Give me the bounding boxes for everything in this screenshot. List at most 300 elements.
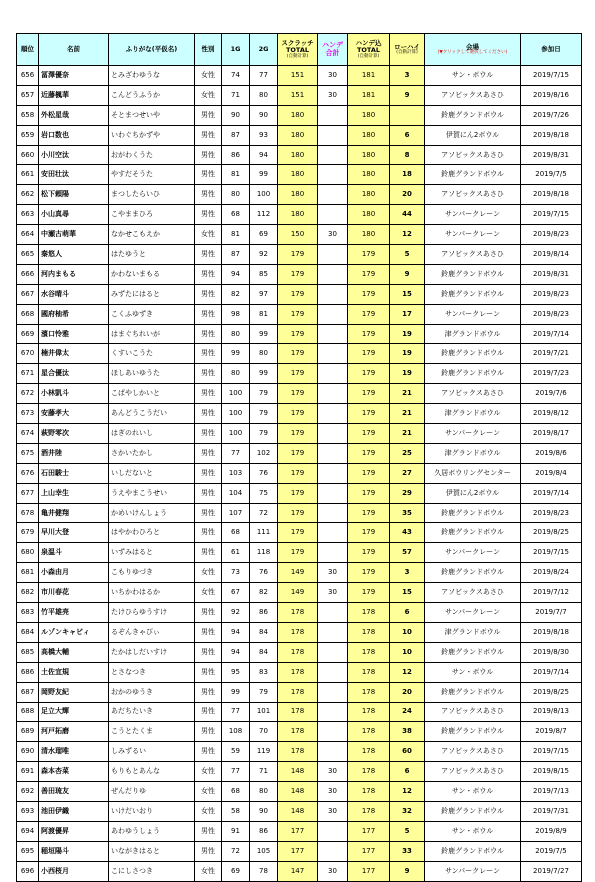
- handicap-total-cell: 179: [348, 304, 390, 324]
- gender-cell: 男性: [195, 622, 222, 642]
- scratch-total-cell: 148: [278, 801, 318, 821]
- furigana-cell: たかはしだいすけ: [109, 642, 195, 662]
- venue-select[interactable]: サンパークレーン: [425, 543, 521, 563]
- name-cell: 足立大輝: [39, 702, 109, 722]
- rank-cell: 678: [17, 503, 39, 523]
- gender-cell: 男性: [195, 384, 222, 404]
- lowhigh-cell: 21: [390, 404, 425, 424]
- handicap-cell: [318, 682, 348, 702]
- game2-cell: 102: [250, 443, 278, 463]
- handicap-cell: [318, 523, 348, 543]
- handicap-cell: [318, 185, 348, 205]
- table-row: [17, 145, 582, 165]
- table-row: [17, 722, 582, 742]
- table-row: [17, 662, 582, 682]
- name-cell: 小林凱斗: [39, 384, 109, 404]
- name-cell: 小山真尋: [39, 205, 109, 225]
- gender-cell: 男性: [195, 722, 222, 742]
- venue-select[interactable]: サンパークレーン: [425, 225, 521, 245]
- venue-select[interactable]: アソビックスあさひ: [425, 185, 521, 205]
- game2-cell: 75: [250, 483, 278, 503]
- table-row: [17, 284, 582, 304]
- game1-cell: 108: [222, 722, 250, 742]
- table-row: [17, 245, 582, 265]
- handicap-total-cell: 179: [348, 284, 390, 304]
- header-game2: 2G: [250, 34, 278, 66]
- rank-cell: 691: [17, 762, 39, 782]
- header-game1: 1G: [222, 34, 250, 66]
- lowhigh-cell: [390, 105, 425, 125]
- rank-cell: 682: [17, 583, 39, 603]
- gender-cell: 女性: [195, 762, 222, 782]
- rank-cell: 684: [17, 622, 39, 642]
- header-scratch-total: スクラッチ TOTAL (自動計算): [278, 34, 318, 66]
- lowhigh-cell: 32: [390, 801, 425, 821]
- handicap-total-cell: 178: [348, 762, 390, 782]
- game2-cell: 76: [250, 563, 278, 583]
- scratch-total-cell: 180: [278, 125, 318, 145]
- venue-select[interactable]: サンパークレーン: [425, 424, 521, 444]
- name-cell: ルゾンキャビィ: [39, 622, 109, 642]
- header-rank: 順位: [17, 34, 39, 66]
- game1-cell: 68: [222, 523, 250, 543]
- furigana-cell: なかせこもえか: [109, 225, 195, 245]
- gender-cell: 男性: [195, 702, 222, 722]
- table-row: [17, 543, 582, 563]
- handicap-cell: [318, 424, 348, 444]
- scratch-total-cell: 180: [278, 145, 318, 165]
- table-row: [17, 404, 582, 424]
- lowhigh-cell: 9: [390, 85, 425, 105]
- gender-cell: 男性: [195, 443, 222, 463]
- venue-select[interactable]: サンパークレーン: [425, 205, 521, 225]
- table-row: [17, 105, 582, 125]
- furigana-cell: あわゆうしょう: [109, 821, 195, 841]
- table-row: [17, 821, 582, 841]
- scratch-total-cell: 179: [278, 483, 318, 503]
- furigana-cell: ぜんだりゆ: [109, 782, 195, 802]
- date-cell: 2019/8/4: [521, 463, 582, 483]
- name-cell: 上山幸生: [39, 483, 109, 503]
- venue-select[interactable]: 鈴鹿グランドボウル: [425, 682, 521, 702]
- date-cell: 2019/7/15: [521, 543, 582, 563]
- game1-cell: 107: [222, 503, 250, 523]
- table-row: [17, 702, 582, 722]
- venue-select[interactable]: 鈴鹿グランドボウル: [425, 841, 521, 861]
- venue-select[interactable]: アソビックスあさひ: [425, 762, 521, 782]
- date-cell: 2019/7/13: [521, 782, 582, 802]
- gender-cell: 女性: [195, 225, 222, 245]
- rank-cell: 671: [17, 364, 39, 384]
- handicap-total-cell: 179: [348, 583, 390, 603]
- venue-select[interactable]: 伊賀にん2ボウル: [425, 483, 521, 503]
- lowhigh-cell: 17: [390, 304, 425, 324]
- table-row: [17, 66, 582, 86]
- name-cell: 石田駿士: [39, 463, 109, 483]
- rank-cell: 661: [17, 165, 39, 185]
- furigana-cell: はぎのれいし: [109, 424, 195, 444]
- game1-cell: 90: [222, 105, 250, 125]
- name-cell: 近藤楓華: [39, 85, 109, 105]
- game2-cell: 94: [250, 145, 278, 165]
- rank-cell: 677: [17, 483, 39, 503]
- scratch-total-cell: 178: [278, 742, 318, 762]
- game2-cell: 79: [250, 404, 278, 424]
- handicap-total-cell: 180: [348, 125, 390, 145]
- gender-cell: 男性: [195, 463, 222, 483]
- handicap-total-cell: 179: [348, 503, 390, 523]
- handicap-cell: 30: [318, 801, 348, 821]
- lowhigh-cell: 15: [390, 284, 425, 304]
- handicap-total-cell: 180: [348, 165, 390, 185]
- game2-cell: 80: [250, 782, 278, 802]
- handicap-cell: [318, 443, 348, 463]
- rank-cell: 683: [17, 603, 39, 623]
- name-cell: 水谷晴斗: [39, 284, 109, 304]
- venue-select[interactable]: 伊賀にん2ボウル: [425, 125, 521, 145]
- gender-cell: 男性: [195, 205, 222, 225]
- gender-cell: 男性: [195, 264, 222, 284]
- gender-cell: 男性: [195, 185, 222, 205]
- scratch-total-cell: 177: [278, 821, 318, 841]
- date-cell: 2019/8/13: [521, 702, 582, 722]
- venue-select[interactable]: 久居ボウリングセンター: [425, 463, 521, 483]
- date-cell: 2019/7/15: [521, 205, 582, 225]
- game2-cell: 85: [250, 264, 278, 284]
- venue-select[interactable]: 鈴鹿グランドボウル: [425, 642, 521, 662]
- venue-select[interactable]: 鈴鹿グランドボウル: [425, 284, 521, 304]
- handicap-cell: 30: [318, 225, 348, 245]
- scratch-total-cell: 177: [278, 841, 318, 861]
- furigana-cell: こくふゆずき: [109, 304, 195, 324]
- date-cell: 2019/7/14: [521, 483, 582, 503]
- gender-cell: 男性: [195, 424, 222, 444]
- venue-select[interactable]: 津グランドボウル: [425, 324, 521, 344]
- rank-cell: 660: [17, 145, 39, 165]
- venue-select[interactable]: サン・ボウル: [425, 821, 521, 841]
- date-cell: 2019/7/26: [521, 105, 582, 125]
- rank-cell: 672: [17, 384, 39, 404]
- handicap-total-cell: 179: [348, 424, 390, 444]
- name-cell: 阿渡優昇: [39, 821, 109, 841]
- scratch-total-cell: 148: [278, 762, 318, 782]
- venue-select[interactable]: サンパークレーン: [425, 304, 521, 324]
- rank-cell: 663: [17, 205, 39, 225]
- rank-cell: 694: [17, 821, 39, 841]
- handicap-cell: [318, 742, 348, 762]
- gender-cell: 男性: [195, 145, 222, 165]
- table-body: [17, 66, 582, 882]
- venue-select[interactable]: 鈴鹿グランドボウル: [425, 523, 521, 543]
- lowhigh-cell: 10: [390, 642, 425, 662]
- handicap-total-cell: 178: [348, 702, 390, 722]
- handicap-cell: [318, 364, 348, 384]
- handicap-cell: [318, 324, 348, 344]
- venue-select[interactable]: 鈴鹿グランドボウル: [425, 264, 521, 284]
- date-cell: 2019/8/14: [521, 245, 582, 265]
- handicap-cell: [318, 642, 348, 662]
- rank-cell: 685: [17, 642, 39, 662]
- rank-cell: 673: [17, 404, 39, 424]
- handicap-cell: [318, 821, 348, 841]
- venue-select[interactable]: 鈴鹿グランドボウル: [425, 364, 521, 384]
- game2-cell: 81: [250, 304, 278, 324]
- scratch-total-cell: 179: [278, 304, 318, 324]
- table-row: [17, 384, 582, 404]
- game2-cell: 99: [250, 165, 278, 185]
- table-row: [17, 682, 582, 702]
- gender-cell: 男性: [195, 344, 222, 364]
- game1-cell: 99: [222, 682, 250, 702]
- lowhigh-cell: 27: [390, 463, 425, 483]
- table-row: [17, 801, 582, 821]
- date-cell: 2019/8/31: [521, 264, 582, 284]
- rank-cell: 679: [17, 523, 39, 543]
- date-cell: 2019/8/18: [521, 622, 582, 642]
- venue-select[interactable]: サン・ボウル: [425, 662, 521, 682]
- game1-cell: 99: [222, 344, 250, 364]
- handicap-cell: [318, 722, 348, 742]
- game2-cell: 84: [250, 622, 278, 642]
- date-cell: 2019/7/12: [521, 583, 582, 603]
- handicap-cell: [318, 662, 348, 682]
- name-cell: 小西桜月: [39, 861, 109, 881]
- gender-cell: 男性: [195, 165, 222, 185]
- furigana-cell: はまぐちれいが: [109, 324, 195, 344]
- game1-cell: 71: [222, 85, 250, 105]
- handicap-total-cell: 177: [348, 841, 390, 861]
- game2-cell: 90: [250, 801, 278, 821]
- venue-select[interactable]: 鈴鹿グランドボウル: [425, 722, 521, 742]
- venue-select[interactable]: アソビックスあさひ: [425, 583, 521, 603]
- gender-cell: 男性: [195, 642, 222, 662]
- game1-cell: 100: [222, 424, 250, 444]
- handicap-cell: [318, 105, 348, 125]
- game2-cell: 86: [250, 603, 278, 623]
- venue-select[interactable]: 津グランドボウル: [425, 443, 521, 463]
- game1-cell: 59: [222, 742, 250, 762]
- gender-cell: 男性: [195, 682, 222, 702]
- date-cell: 2019/8/7: [521, 722, 582, 742]
- date-cell: 2019/8/12: [521, 404, 582, 424]
- furigana-cell: あだちたいき: [109, 702, 195, 722]
- handicap-cell: [318, 245, 348, 265]
- scratch-total-cell: 179: [278, 523, 318, 543]
- handicap-cell: [318, 483, 348, 503]
- lowhigh-cell: 20: [390, 185, 425, 205]
- name-cell: 安田壮汰: [39, 165, 109, 185]
- date-cell: 2019/7/7: [521, 603, 582, 623]
- venue-select[interactable]: アソビックスあさひ: [425, 245, 521, 265]
- furigana-cell: こにしさつき: [109, 861, 195, 881]
- name-cell: 星合優汰: [39, 364, 109, 384]
- scratch-total-cell: 178: [278, 622, 318, 642]
- date-cell: 2019/8/30: [521, 642, 582, 662]
- venue-select[interactable]: アソビックスあさひ: [425, 702, 521, 722]
- rank-cell: 696: [17, 861, 39, 881]
- venue-select[interactable]: 鈴鹿グランドボウル: [425, 503, 521, 523]
- handicap-cell: [318, 622, 348, 642]
- gender-cell: 女性: [195, 801, 222, 821]
- handicap-cell: 30: [318, 762, 348, 782]
- scratch-total-cell: 147: [278, 861, 318, 881]
- gender-cell: 男性: [195, 364, 222, 384]
- date-cell: 2019/7/5: [521, 841, 582, 861]
- name-cell: 安藤孝大: [39, 404, 109, 424]
- rank-cell: 674: [17, 424, 39, 444]
- furigana-cell: まつしたらいひ: [109, 185, 195, 205]
- table-row: [17, 225, 582, 245]
- name-cell: 松下頼陽: [39, 185, 109, 205]
- game1-cell: 86: [222, 145, 250, 165]
- game2-cell: 82: [250, 583, 278, 603]
- scratch-total-cell: 179: [278, 324, 318, 344]
- date-cell: 2019/7/5: [521, 165, 582, 185]
- lowhigh-cell: 19: [390, 344, 425, 364]
- furigana-cell: こうとたくま: [109, 722, 195, 742]
- handicap-total-cell: 178: [348, 622, 390, 642]
- game2-cell: 83: [250, 662, 278, 682]
- venue-select[interactable]: 津グランドボウル: [425, 404, 521, 424]
- name-cell: 秦悠人: [39, 245, 109, 265]
- name-cell: 森本杏菜: [39, 762, 109, 782]
- handicap-total-cell: 180: [348, 145, 390, 165]
- lowhigh-cell: 33: [390, 841, 425, 861]
- lowhigh-cell: 20: [390, 682, 425, 702]
- handicap-total-cell: 179: [348, 483, 390, 503]
- game1-cell: 58: [222, 801, 250, 821]
- rank-cell: 656: [17, 66, 39, 86]
- scratch-total-cell: 180: [278, 165, 318, 185]
- lowhigh-cell: 57: [390, 543, 425, 563]
- handicap-total-cell: 179: [348, 245, 390, 265]
- lowhigh-cell: 38: [390, 722, 425, 742]
- date-cell: 2019/8/31: [521, 145, 582, 165]
- handicap-total-cell: 178: [348, 782, 390, 802]
- game1-cell: 80: [222, 324, 250, 344]
- header-handicap-total: ハンデ込 TOTAL (自動計算): [348, 34, 390, 66]
- handicap-cell: [318, 404, 348, 424]
- gender-cell: 女性: [195, 563, 222, 583]
- scratch-total-cell: 179: [278, 344, 318, 364]
- scratch-total-cell: 178: [278, 603, 318, 623]
- venue-select[interactable]: サンパークレーン: [425, 861, 521, 881]
- furigana-cell: いずみはると: [109, 543, 195, 563]
- lowhigh-cell: 60: [390, 742, 425, 762]
- venue-select[interactable]: 鈴鹿グランドボウル: [425, 563, 521, 583]
- game2-cell: 80: [250, 85, 278, 105]
- venue-select[interactable]: 鈴鹿グランドボウル: [425, 344, 521, 364]
- gender-cell: 女性: [195, 66, 222, 86]
- venue-select[interactable]: サン・ボウル: [425, 782, 521, 802]
- rank-cell: 670: [17, 344, 39, 364]
- table-row: [17, 185, 582, 205]
- table-row: [17, 264, 582, 284]
- date-cell: 2019/8/6: [521, 443, 582, 463]
- venue-select[interactable]: 津グランドボウル: [425, 622, 521, 642]
- venue-select[interactable]: アソビックスあさひ: [425, 145, 521, 165]
- handicap-cell: [318, 344, 348, 364]
- handicap-cell: [318, 503, 348, 523]
- header-furigana: ふりがな(平仮名): [109, 34, 195, 66]
- venue-select[interactable]: 鈴鹿グランドボウル: [425, 105, 521, 125]
- lowhigh-cell: 5: [390, 821, 425, 841]
- handicap-total-cell: 179: [348, 364, 390, 384]
- handicap-total-cell: 179: [348, 404, 390, 424]
- venue-select[interactable]: サン・ボウル: [425, 66, 521, 86]
- lowhigh-cell: 15: [390, 583, 425, 603]
- table-row: [17, 304, 582, 324]
- rank-cell: 687: [17, 682, 39, 702]
- scratch-total-cell: 178: [278, 662, 318, 682]
- header-gender: 性別: [195, 34, 222, 66]
- name-cell: 楠井偉太: [39, 344, 109, 364]
- table-row: [17, 85, 582, 105]
- handicap-total-cell: 179: [348, 324, 390, 344]
- table-row: [17, 424, 582, 444]
- venue-select[interactable]: サンパークレーン: [425, 603, 521, 623]
- venue-select[interactable]: 鈴鹿グランドボウル: [425, 165, 521, 185]
- furigana-cell: はやかわひろと: [109, 523, 195, 543]
- handicap-total-cell: 178: [348, 662, 390, 682]
- game1-cell: 73: [222, 563, 250, 583]
- gender-cell: 男性: [195, 523, 222, 543]
- scratch-total-cell: 179: [278, 424, 318, 444]
- game2-cell: 92: [250, 245, 278, 265]
- venue-select[interactable]: アソビックスあさひ: [425, 85, 521, 105]
- handicap-total-cell: 180: [348, 185, 390, 205]
- furigana-cell: こもりゆづき: [109, 563, 195, 583]
- table-row: [17, 861, 582, 881]
- handicap-cell: [318, 463, 348, 483]
- handicap-total-cell: 178: [348, 742, 390, 762]
- furigana-cell: いわぐちかずや: [109, 125, 195, 145]
- scratch-total-cell: 178: [278, 722, 318, 742]
- venue-select[interactable]: 鈴鹿グランドボウル: [425, 801, 521, 821]
- rank-cell: 669: [17, 324, 39, 344]
- furigana-cell: るぞんきゃびぃ: [109, 622, 195, 642]
- venue-select[interactable]: アソビックスあさひ: [425, 742, 521, 762]
- scratch-total-cell: 179: [278, 503, 318, 523]
- game2-cell: 69: [250, 225, 278, 245]
- scratch-total-cell: 179: [278, 364, 318, 384]
- game1-cell: 92: [222, 603, 250, 623]
- header-date: 参加日: [521, 34, 582, 66]
- handicap-total-cell: 180: [348, 105, 390, 125]
- table-row: [17, 622, 582, 642]
- rank-cell: 662: [17, 185, 39, 205]
- handicap-total-cell: 177: [348, 821, 390, 841]
- date-cell: 2019/8/9: [521, 821, 582, 841]
- handicap-total-cell: 178: [348, 801, 390, 821]
- gender-cell: 男性: [195, 841, 222, 861]
- game2-cell: 105: [250, 841, 278, 861]
- furigana-cell: こばやしかいと: [109, 384, 195, 404]
- game2-cell: 118: [250, 543, 278, 563]
- game2-cell: 111: [250, 523, 278, 543]
- game1-cell: 82: [222, 284, 250, 304]
- game2-cell: 76: [250, 463, 278, 483]
- name-cell: 亀井健翔: [39, 503, 109, 523]
- table-row: [17, 762, 582, 782]
- date-cell: 2019/8/18: [521, 185, 582, 205]
- gender-cell: 男性: [195, 483, 222, 503]
- handicap-total-cell: 179: [348, 443, 390, 463]
- lowhigh-cell: 6: [390, 125, 425, 145]
- scratch-total-cell: 179: [278, 463, 318, 483]
- date-cell: 2019/8/23: [521, 503, 582, 523]
- venue-select[interactable]: アソビックスあさひ: [425, 384, 521, 404]
